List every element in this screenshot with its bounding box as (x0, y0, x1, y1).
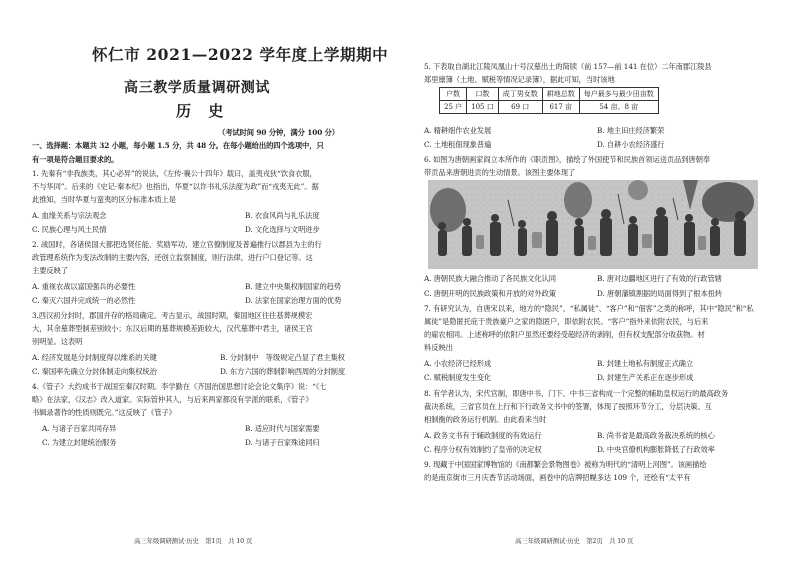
q2-option-c: C. 秦灭六国并完成统一的必然性 (32, 296, 136, 305)
q2-option-a: A. 重视农战以富国强兵的必要性 (32, 282, 136, 291)
q4-line: 4.《管子》大约成书于战国至秦汉时期。李学勤在《齐国治国思想讨论会论文集序》说：“《七 (32, 382, 327, 391)
q9-line: 9. 现藏于中国国家博物馆的《南都繁会景物图卷》被称为明代的“清明上河图”。该画描绘 (424, 460, 707, 469)
table-cell: 69 口 (498, 101, 542, 114)
table-cell: 105 口 (467, 101, 499, 114)
page-footer: 高三年级调研测试·历史 第2页 共 10 页 (515, 537, 634, 545)
q1-line: 此推知，当时华夏与蛮夷的区分标准本质上是 (32, 195, 176, 204)
q7-option-d: D. 封建生产关系正在逐步形成 (597, 373, 694, 382)
tribute-painting-image (428, 180, 758, 269)
table-header-row (440, 88, 659, 101)
q2-line: 主要反映了 (32, 266, 68, 275)
table-header-cell: 成丁男女数 (498, 88, 542, 101)
q7-line: 7. 有研究认为，自唐宋以来，地方的“隐民”、“私属徒”、“客户”和“佃客”之类的称呼，其中“隐民”和“私 (424, 304, 754, 313)
q4-option-c: C. 为建立封建统治服务 (42, 438, 117, 447)
q1-line: 1. 先秦有“非我族类，其心必异”的说法，《左传·襄公十四年》载曰，盖夷戎狄“饮食衣服， (32, 169, 317, 178)
table-row (440, 101, 659, 114)
q2-option-b: B. 建立中央集权制国家的趋势 (245, 282, 342, 291)
q8-option-d: D. 中央官僚机构膨胀降低了行政效率 (597, 445, 715, 454)
q3-option-a: A. 经济发展是分封制度得以维系的关键 (32, 353, 157, 362)
q5-line: 郑里廪簿（土地、赋税等情况记录簿），据此可知，当时该地 (424, 75, 615, 84)
q7-line: 的雇农相同。上述称呼的依附户虽然还要经受超经济的剥削，但有权支配部分收获物。材 (424, 330, 705, 339)
q4-line: 略》在法家，《汉志》改入道家。实际管仲其人，与后来两家都没有学派的联系，《管子》 (32, 395, 313, 404)
q6-option-b: B. 唐对边疆地区进行了有效的行政管辖 (597, 274, 722, 283)
subject-title: 历 史 (176, 102, 230, 120)
q3-line: 大，其余墓葬型制差别较小；东汉后期的墓葬规模差距较大，汉代墓葬中君主，诸侯王官 (32, 324, 313, 333)
q1-option-d: D. 文化选择与文明进步 (245, 225, 320, 234)
section-heading: 一、选择题：本题共 32 小题，每小题 1.5 分，共 48 分。在每小题给出的四个选项中，只 (32, 141, 324, 150)
right-page (397, 0, 794, 561)
q5-data-table (439, 87, 659, 114)
q8-option-a: A. 政务文书有于辅政制度的有效运行 (424, 431, 542, 440)
exam-info: （考试时间 90 分钟，满分 100 分） (218, 128, 340, 137)
table-header-cell: 每户最多与最少田亩数 (579, 88, 658, 101)
q4-line: 书辑录著作的性质则既完。”这反映了《管子》 (32, 408, 176, 417)
q2-line: 2. 战国时，各诸侯国大都把选贤任能、奖励军功、建立官僚制度及普遍推行以郡县为主的行 (32, 240, 322, 249)
q3-option-c: C. 秦国率先确立分封体制走向集权统治 (32, 367, 157, 376)
q6-line: 带贡品来唐朝进贡的生动情景。该图主要体现了 (424, 168, 576, 177)
q3-option-d: D. 东方六国的葬制影响西周的分封制度 (220, 367, 346, 376)
q7-line: 属徒”是隐匿托庇于贵族豪户之家的隐匿户，即依附农民。“客户”指外来依附农民，与后来 (424, 317, 709, 326)
table-header-cell: 户数 (440, 88, 467, 101)
q5-option-b: B. 地主田庄经济繁荣 (597, 126, 665, 135)
q3-line: 3.西汉初分封时，郡国并存的格局确定。考古显示，战国时期，秦国地区往往基葬规模宏 (32, 311, 313, 320)
table-header-cell: 口数 (467, 88, 499, 101)
q4-option-b: B. 适应时代与国家需要 (245, 424, 320, 433)
exam-subtitle: 高三教学质量调研测试 (124, 80, 270, 96)
q3-option-b: B. 分封制中 等级规定凸显了君主集权 (220, 353, 345, 362)
q4-option-d: D. 与诸子百家殊途同归 (245, 438, 320, 447)
q3-line: 别明显。这表明 (32, 337, 83, 346)
q2-option-d: D. 法家在国家治理方面的优势 (245, 296, 342, 305)
q1-option-b: B. 衣食风尚与礼乐法度 (245, 211, 320, 220)
q7-line: 料反映出 (424, 343, 453, 352)
page-footer: 高三年级调研测试·历史 第1页 共 10 页 (134, 537, 253, 545)
q7-option-b: B. 封建土地私有制度正式确立 (597, 359, 694, 368)
q8-line: 裁决系统，三省官员在上行和下行政务文书中的签署，体现了按照环节分工，分层决策、互 (424, 402, 712, 411)
q5-option-d: D. 自耕小农经济盛行 (597, 140, 665, 149)
q5-line: 5. 下表取自湖北江陵凤凰山十号汉墓出土的简牍（前 157—前 141 在位）二年南郡江陵县 (424, 62, 712, 71)
q4-option-a: A. 与诸子百家共同存异 (42, 424, 117, 433)
q5-option-c: C. 土地租佃现象普遍 (424, 140, 492, 149)
table-cell: 25 户 (440, 101, 467, 114)
q6-option-c: C. 唐朝开明的民族政策和开放的对外政策 (424, 289, 557, 298)
q7-option-c: C. 赋税制度发生变化 (424, 373, 492, 382)
q5-option-a: A. 精耕细作农业发展 (424, 126, 492, 135)
q1-option-c: C. 民族心理与风土民情 (32, 225, 107, 234)
q6-option-a: A. 唐朝民族大融合推动了各民族文化认同 (424, 274, 556, 283)
table-cell: 54 亩、8 亩 (579, 101, 658, 114)
table-header-cell: 耕地总数 (542, 88, 579, 101)
q7-option-a: A. 小农经济已经形成 (424, 359, 492, 368)
q8-option-b: B. 尚书省是最高政务裁决系统的核心 (597, 431, 715, 440)
exam-title: 怀仁市 2021—2022 学年度上学期期中 (92, 45, 389, 64)
q8-option-c: C. 程序分权有效制约了皇帝的决定权 (424, 445, 542, 454)
painting-illustration (428, 180, 758, 269)
q9-line: 的是南京街市三月庆香节活动场面，画卷中的店牌招幌多达 109 个，还绘有“太平有 (424, 473, 691, 482)
table-cell: 617 亩 (542, 101, 579, 114)
q6-line: 6. 如图为唐朝画家阎立本所作的《职贡图》，描绘了外国使节和民族首领运送贡品到唐朝奉 (424, 155, 711, 164)
q1-line: 不与华同”。后来的《史记·秦本纪》也指出，华夏“以诈书礼乐法度为政”而“戎夷无此”。据 (32, 182, 319, 191)
q8-line: 8. 有学者认为，宋代官制，即唐中书、门下、中书三省构成一个完整的辅助皇权运行的最高政务 (424, 389, 729, 398)
q1-option-a: A. 血缘关系与宗法观念 (32, 211, 107, 220)
section-heading-cont: 有一项是符合题目要求的。 (32, 155, 119, 164)
q6-option-d: D. 唐朝藩镇割据的局面得到了根本扭转 (597, 289, 723, 298)
q2-line: 政管理系统作为变法改制的主要内容，还创立监察制度，则行法律，进行户口登记等。这 (32, 253, 313, 262)
q8-line: 相制衡的政务运行机制。由此看来当时 (424, 415, 547, 424)
